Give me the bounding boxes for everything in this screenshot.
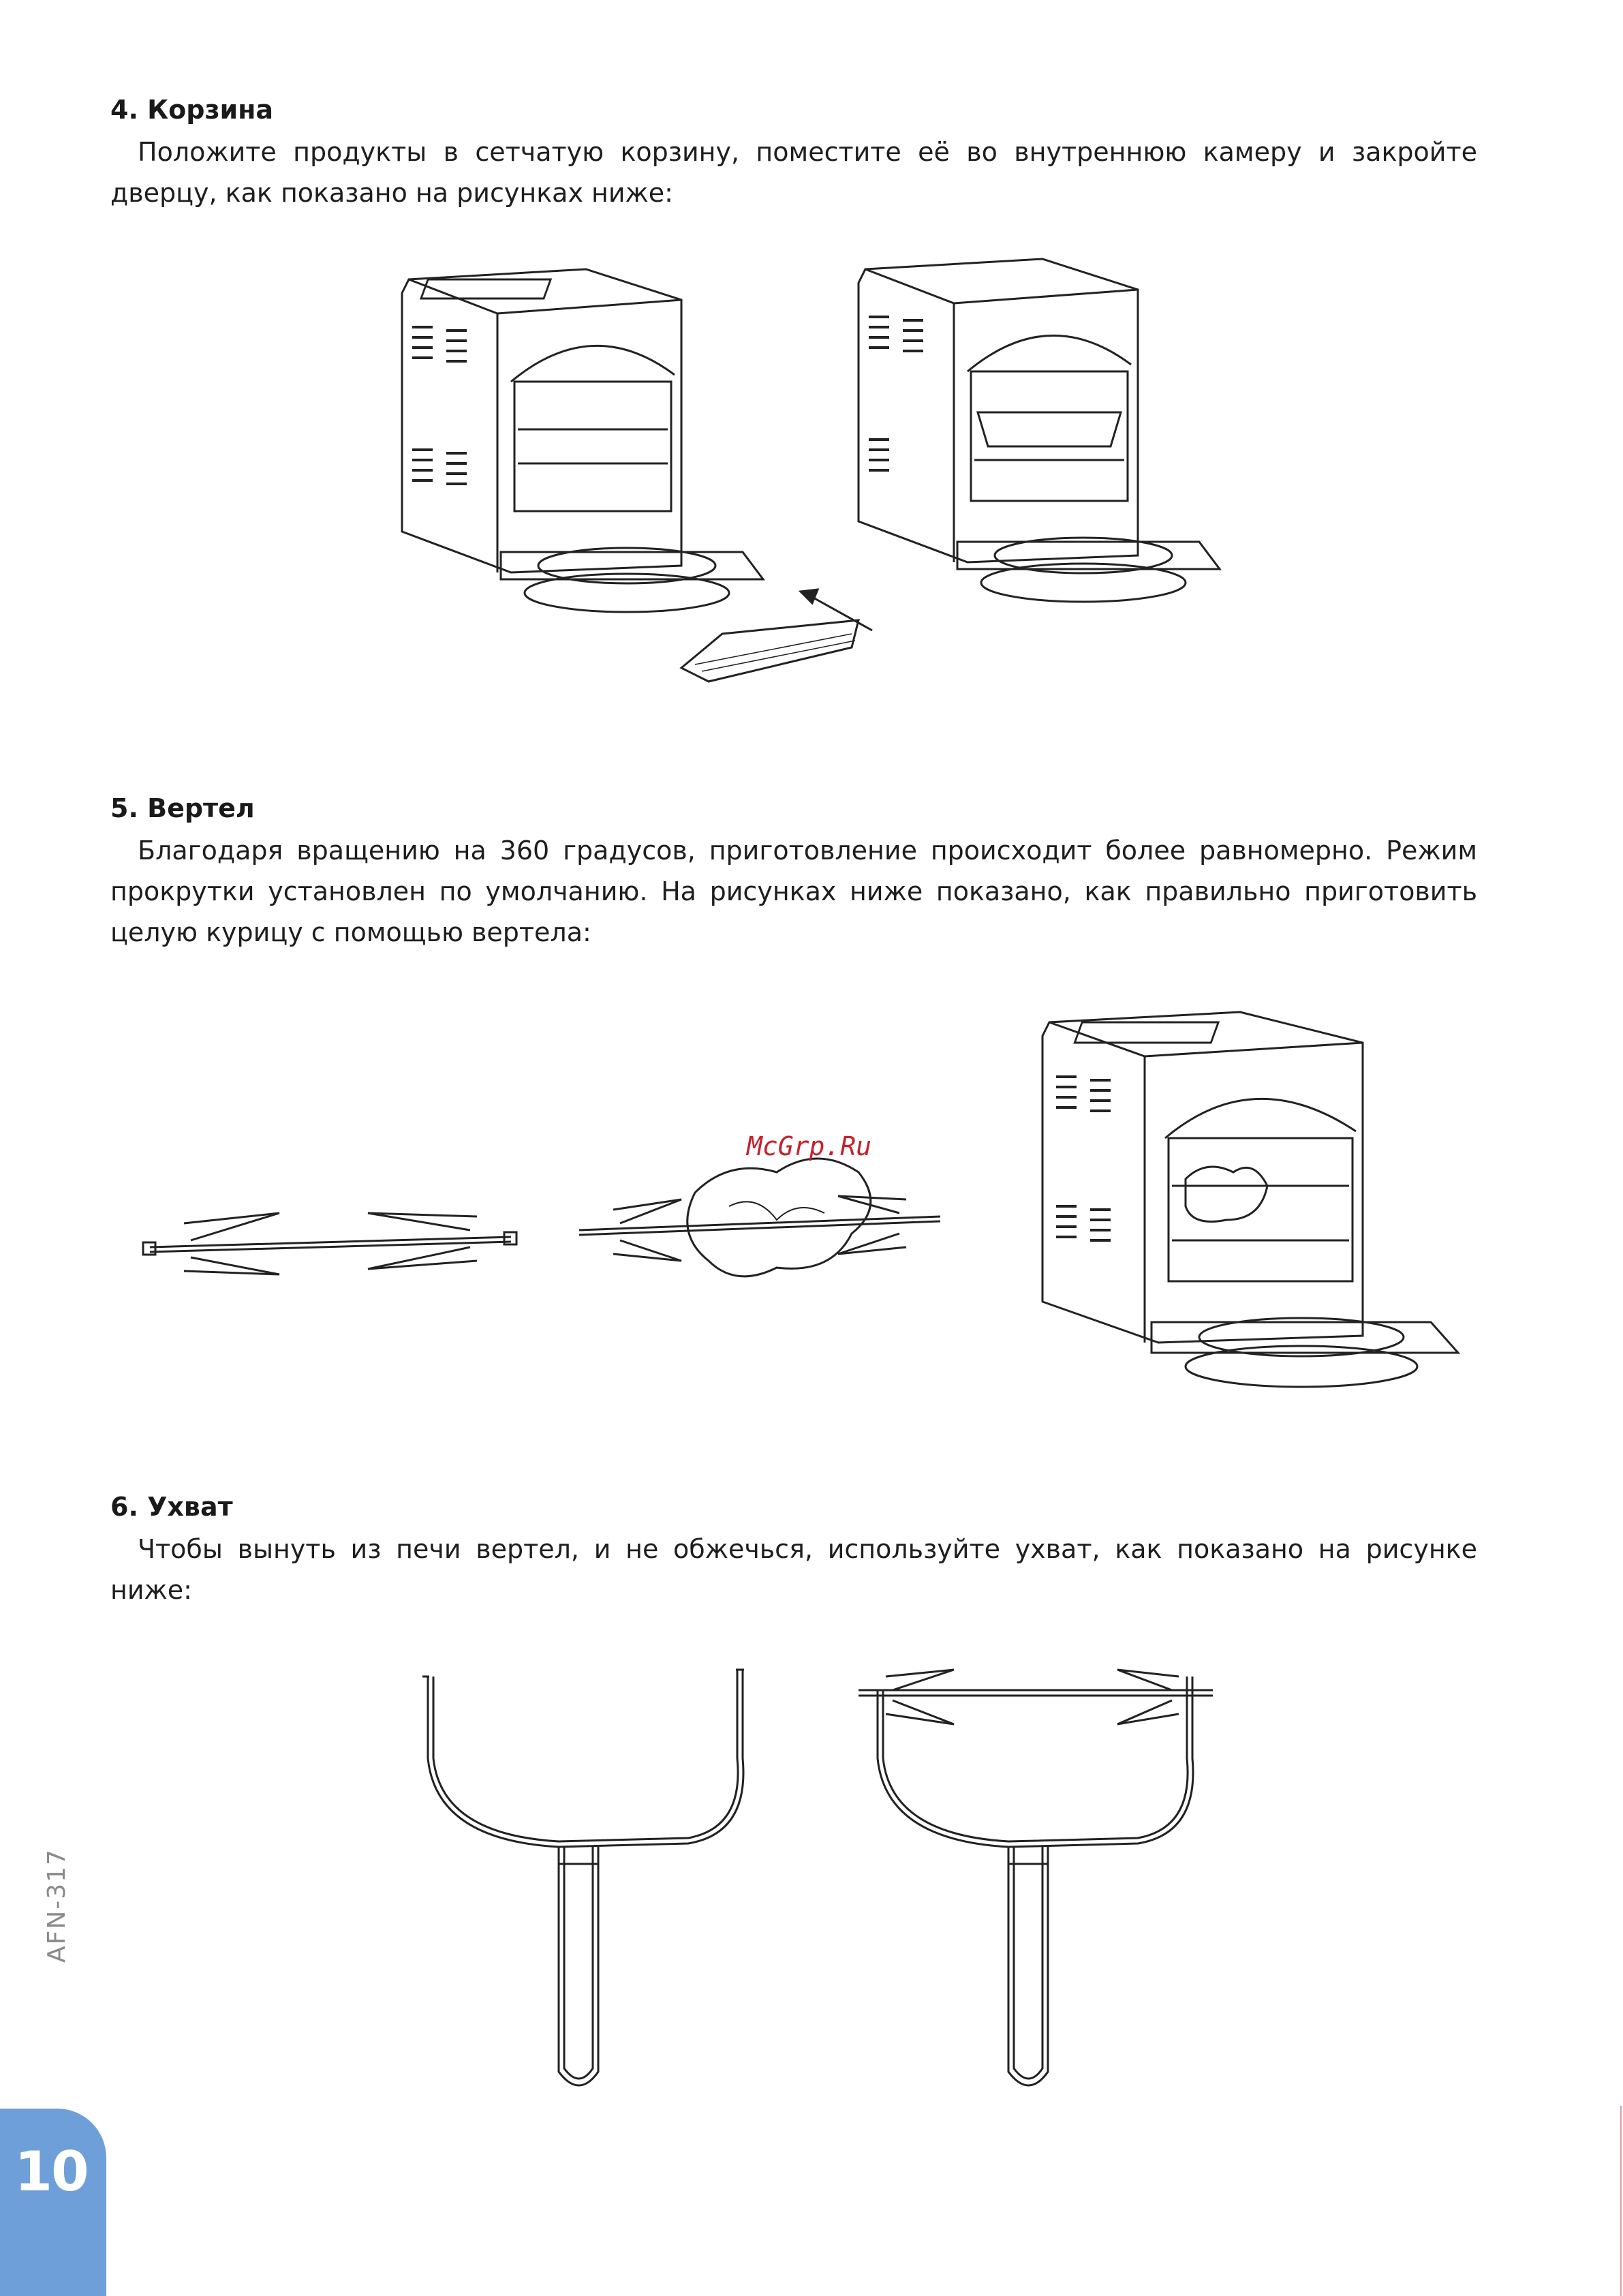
section-handle (110, 1489, 1477, 1610)
spit-image (143, 1213, 516, 1274)
basket-illustration (382, 239, 1240, 716)
rotisserie-illustration (136, 988, 1485, 1445)
handle-illustration (409, 1649, 1226, 2113)
section-heading: 6. Ухват (110, 1492, 233, 1522)
section-text: Положите продукты в сетчатую корзину, поместите её во внутреннюю камеру и закройте дверцу, как показано на рисунках ниже: (110, 137, 1477, 208)
oven-open-image (402, 269, 763, 612)
section-heading: 4. Корзина (110, 95, 274, 125)
edge-rule (1620, 2106, 1622, 2296)
watermark-text: McGrp.Ru (747, 1131, 872, 1161)
section-rotisserie (110, 791, 1477, 953)
section-basket (110, 92, 1477, 213)
section-text: Чтобы вынуть из печи вертел, и не обжечься, используйте ухват, как показано на рисунке ниже: (110, 1534, 1477, 1605)
handle-with-spit-image (859, 1670, 1213, 2085)
section-text: Благодаря вращению на 360 градусов, приготовление происходит более равномерно. Режим прокрутки установлен по умолчанию. На рисунках ниже показано, как правильно приготовить целую курицу с помощью вертела: (110, 836, 1477, 947)
oven-with-chicken-image (1042, 1012, 1458, 1387)
page-number: 10 (14, 2140, 88, 2203)
oven-basket-inserted-image (859, 259, 1220, 602)
spit-with-chicken-image (579, 1159, 940, 1276)
handle-image (422, 1670, 744, 2085)
section-heading: 5. Вертел (110, 793, 255, 823)
model-label: AFN-317 (43, 1848, 71, 1963)
